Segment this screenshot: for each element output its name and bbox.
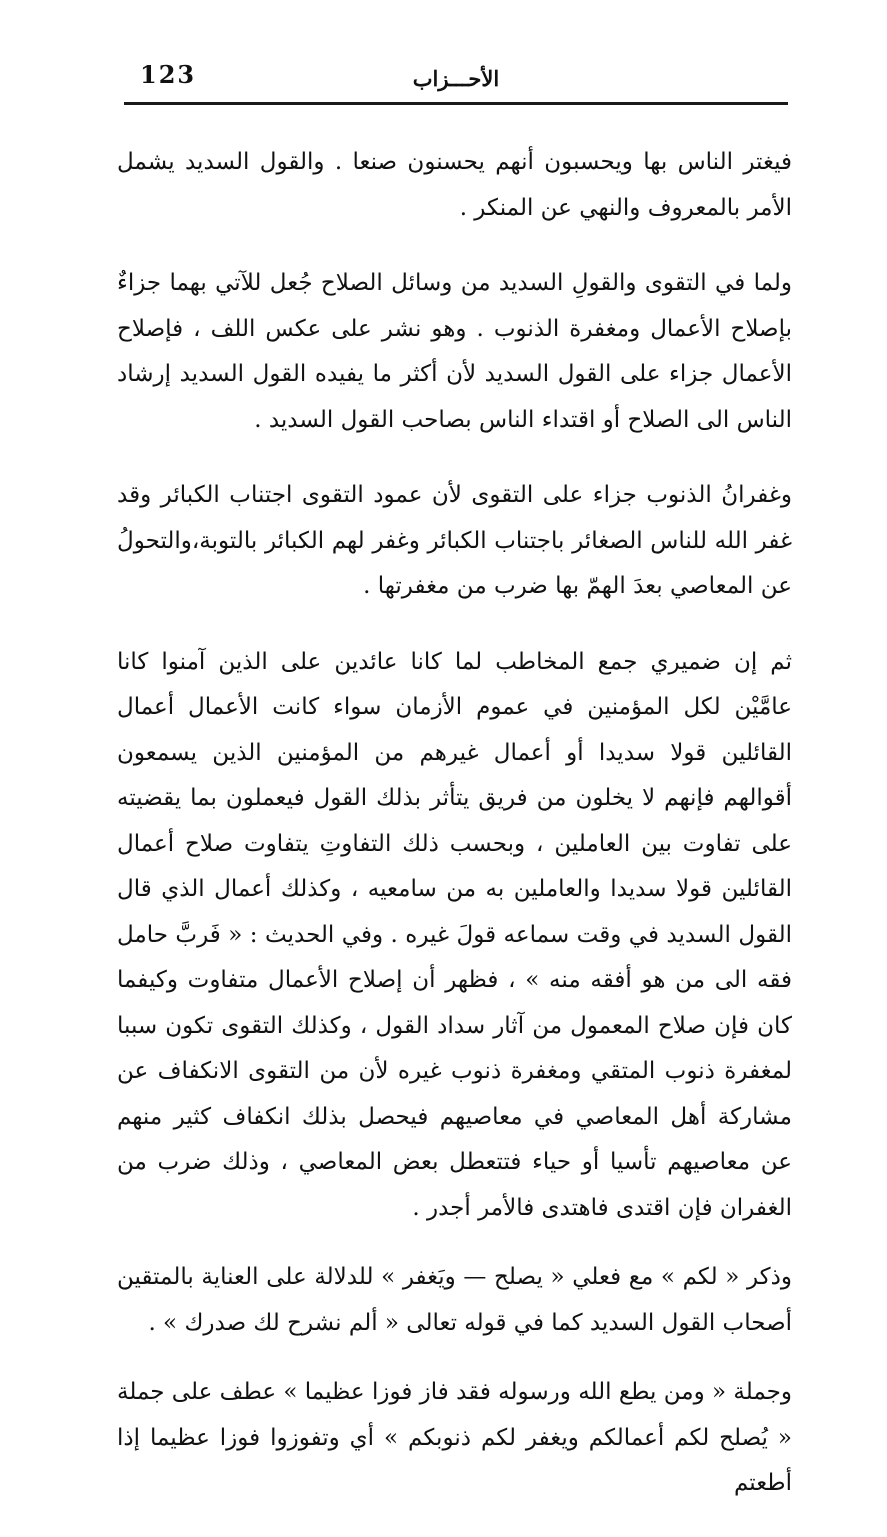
paragraph: ولما في التقوى والقولِ السديد من وسائل الصلاح جُعل للآتي بهما جزاءٌ بإصلاح الأعمال ومغفرة الذنوب . وهو نشر على عكس اللف ، فإصلاح الأعمال جزاء على القول السديد لأن أكثر ما يفيده القول السديد إرشاد الناس الى الصلاح أو اقتداء الناس بصاحب القول السديد . <box>117 270 792 433</box>
page-number: 123 <box>140 60 197 89</box>
page-header <box>124 58 788 105</box>
paragraph: وجملة « ومن يطع الله ورسوله فقد فاز فوزا عظيما » عطف على جملة « يُصلح لكم أعمالكم ويغفر لكم ذنوبكم » أي وتفوزوا فوزا عظيما إذا أطعتم <box>117 1379 792 1496</box>
body-text <box>117 140 792 1537</box>
paragraph: ثم إن ضميري جمع المخاطب لما كانا عائدين على الذين آمنوا كانا عامَّيْن لكل المؤمنين في عموم الأزمان سواء كانت الأعمال أعمال القائلين قولا سديدا أو أعمال غيرهم من المؤمنين الذين يسمعون أقوالهم فإنهم لا يخلون من فريق يتأثر بذلك القول فيعملون بما يقضيته على تفاوت بين العاملين ، وبحسب ذلك التفاوتِ يتفاوت صلاح أعمال القائلين قولا سديدا والعاملين به من سامعيه ، وكذلك أعمال الذي قال القول السديد في وقت سماعه قولَ غيره . وفي الحديث : « فَربَّ حامل فقه الى من هو أفقه منه » ، فظهر أن إصلاح الأعمال متفاوت وكيفما كان فإن صلاح المعمول من آثار سداد القول ، وكذلك التقوى تكون سببا لمغفرة ذنوب المتقي ومغفرة ذنوب غيره لأن من التقوى الانكفاف عن مشاركة أهل المعاصي في معاصيهم فيحصل بذلك انكفاف كثير منهم عن معاصيهم تأسيا أو حياء فتتعطل بعض المعاصي ، وذلك ضرب من الغفران فإن اقتدى فاهتدى فالأمر أجدر . <box>117 648 792 1221</box>
paragraph: وذكر « لكم » مع فعلي « يصلح — ويَغفر » للدلالة على العناية بالمتقين أصحاب القول السديد كما في قوله تعالى « ألم نشرح لك صدرك » . <box>117 1264 792 1336</box>
running-title: الأحـــزاب <box>412 66 500 91</box>
paragraph: وغفرانُ الذنوب جزاء على التقوى لأن عمود التقوى اجتناب الكبائر وقد غفر الله للناس الصغائر باجتناب الكبائر وغفر لهم الكبائر بالتوبة،والتحولُ عن المعاصي بعدَ الهمّ بها ضرب من مغفرتها . <box>117 482 792 599</box>
paragraph: فيغتر الناس بها ويحسبون أنهم يحسنون صنعا . والقول السديد يشمل الأمر بالمعروف والنهي عن المنكر . <box>117 149 792 221</box>
